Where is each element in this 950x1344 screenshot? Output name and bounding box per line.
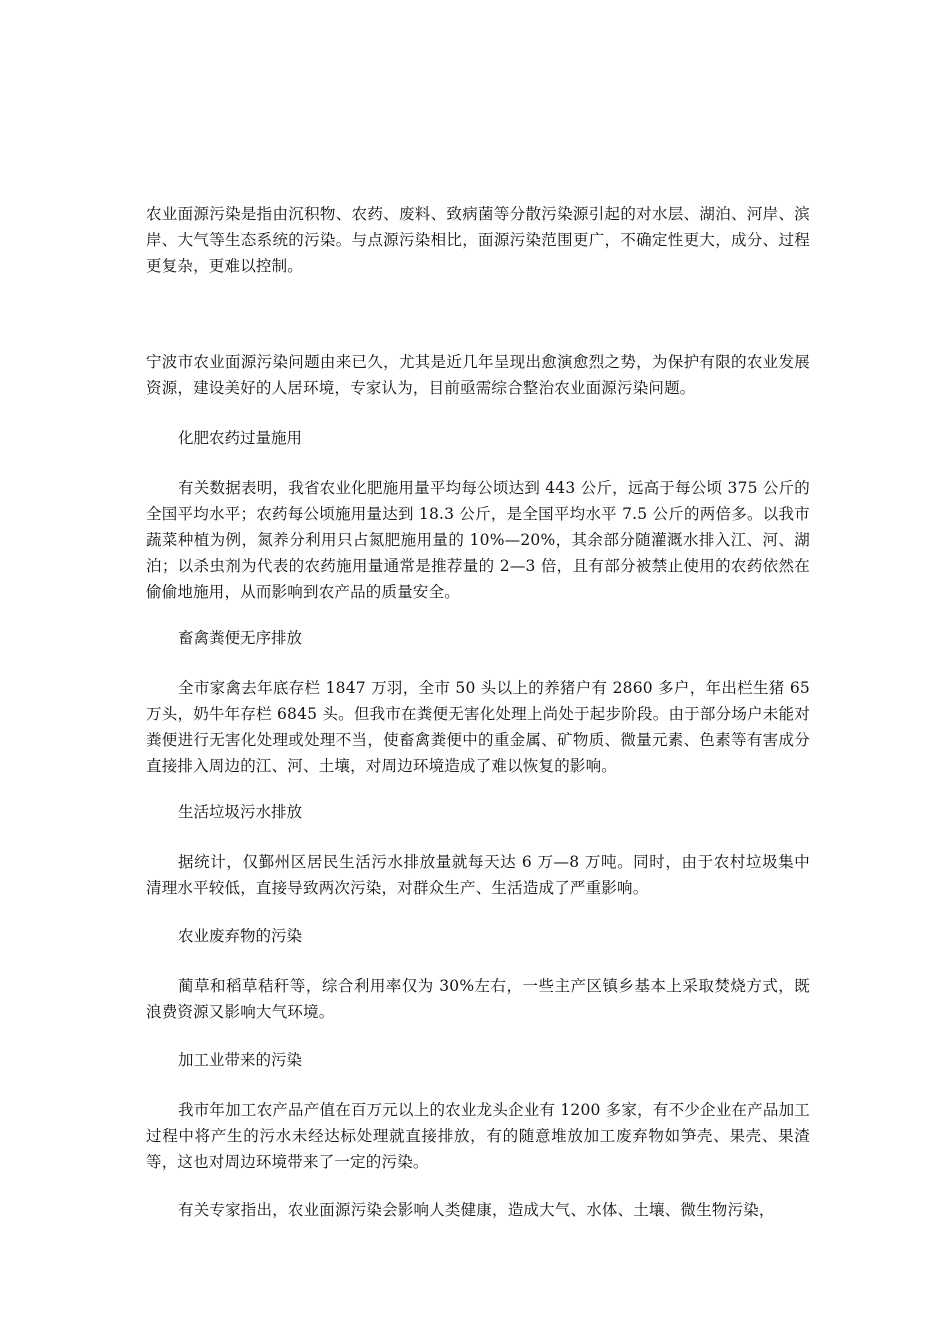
section-heading-agri-waste: 农业废弃物的污染 (178, 927, 303, 945)
paragraph-agri-waste: 蔺草和稻草秸秆等，综合利用率仅为 30%左右，一些主产区镇乡基本上采取焚烧方式，既浪费资源又影响大气环境。 (146, 977, 810, 1021)
paragraph-definition: 农业面源污染是指由沉积物、农药、废料、致病菌等分散污染源引起的对水层、湖泊、河岸、滨岸、大气等生态系统的污染。与点源污染相比，面源污染范围更广，不确定性更大，成分、过程更复杂，更难以控制。 (146, 205, 810, 275)
section-heading-fertilizer: 化肥农药过量施用 (178, 429, 303, 447)
paragraph-domestic-waste: 据统计，仅鄞州区居民生活污水排放量就每天达 6 万—8 万吨。同时，由于农村垃圾集中清理水平较低，直接导致两次污染，对群众生产、生活造成了严重影响。 (146, 853, 810, 897)
paragraph-processing: 我市年加工农产品产值在百万元以上的农业龙头企业有 1200 多家，有不少企业在产品加工过程中将产生的污水未经达标处理就直接排放，有的随意堆放加工废弃物如笋壳、果壳、果渣等，这也对周边环境带来了一定的污染。 (146, 1101, 810, 1171)
paragraph-expert-opinion: 有关专家指出，农业面源污染会影响人类健康，造成大气、水体、土壤、微生物污染， (178, 1201, 775, 1219)
section-heading-domestic-waste: 生活垃圾污水排放 (178, 803, 303, 821)
section-heading-livestock: 畜禽粪便无序排放 (178, 629, 303, 647)
paragraph-fertilizer: 有关数据表明，我省农业化肥施用量平均每公顷达到 443 公斤，远高于每公顷 375 公斤的全国平均水平；农药每公顷施用量达到 18.3 公斤，是全国平均水平 7.5 公斤的两倍多。以我市蔬菜种植为例，氮养分利用只占氮肥施用量的 10%—20%，其余部分随灌溉水排入江、河、湖泊；以杀虫剂为代表的农药施用量通常是推荐量的 2—3 倍，且有部分被禁止使用的农药依然在偷偷地施用，从而影响到农产品的质量安全。 (146, 479, 810, 601)
paragraph-ningbo-overview: 宁波市农业面源污染问题由来已久，尤其是近几年呈现出愈演愈烈之势，为保护有限的农业发展资源，建设美好的人居环境，专家认为，目前亟需综合整治农业面源污染问题。 (146, 353, 810, 397)
paragraph-livestock: 全市家禽去年底存栏 1847 万羽，全市 50 头以上的养猪户有 2860 多户，年出栏生猪 65 万头，奶牛年存栏 6845 头。但我市在粪便无害化处理上尚处于起步阶段。由于部分场户未能对粪便进行无害化处理或处理不当，使畜禽粪便中的重金属、矿物质、微量元素、色素等有害成分直接排入周边的江、河、土壤，对周边环境造成了难以恢复的影响。 (146, 679, 810, 775)
section-heading-processing: 加工业带来的污染 (178, 1051, 303, 1069)
